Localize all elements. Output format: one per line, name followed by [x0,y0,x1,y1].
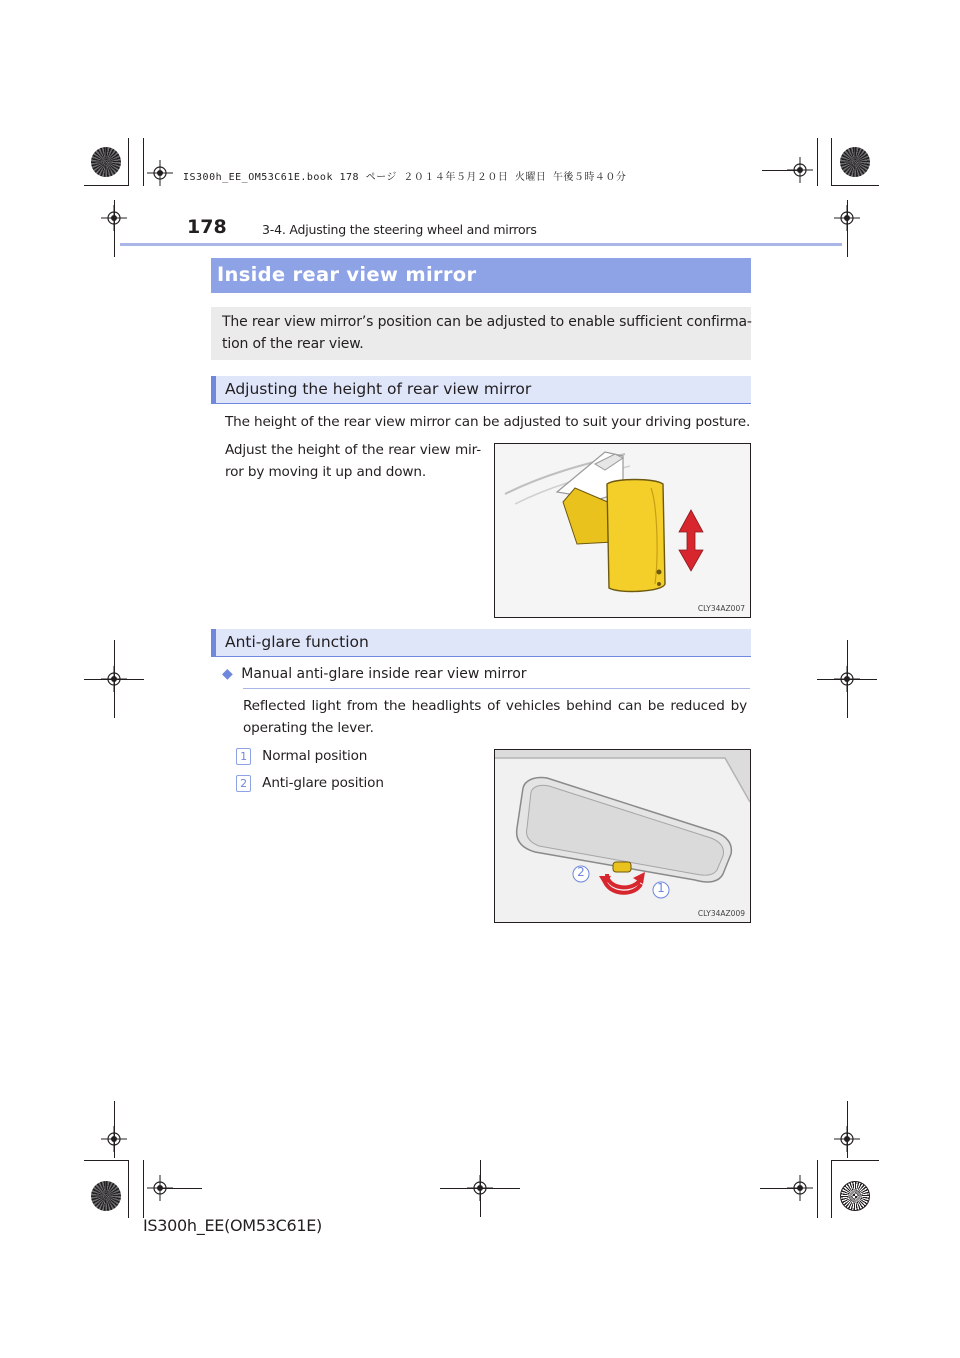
antiglare-description [243,695,747,739]
position-list [236,745,384,799]
diamond-bullet-icon: ◆ [222,666,233,682]
mirror-height-illustration [495,444,750,617]
registration-sunburst-icon [91,147,121,177]
item-label: Anti-glare position [262,775,384,791]
page-number: 178 [187,216,227,238]
subheading-height: Adjusting the height of rear view mirror [211,376,751,404]
list-item [236,745,384,772]
item-label: Normal position [262,748,368,764]
footer-model-code: IS300h_EE(OM53C61E) [143,1216,322,1235]
antiglare-illustration [495,750,750,922]
description-line: Reflected light from the headlights of vehicles behind can be reduced by [243,698,747,714]
book-info-line: IS300h_EE_OM53C61E.book 178 ページ ２０１４年５月２０日 火曜日 午後５時４０分 [183,172,627,183]
figure-code: CLY34AZ007 [697,604,745,613]
rotate-arrow-icon [599,872,645,893]
registration-sunburst-icon [840,1181,870,1211]
crosshair-icon [147,160,173,186]
lever [613,862,631,872]
intro-box [211,307,751,360]
chapter-title: 3-4. Adjusting the steering wheel and mirrors [262,222,537,237]
registration-sunburst-icon [91,1181,121,1211]
up-down-arrow-icon [679,510,703,571]
instruction-line: Adjust the height of the rear view mir- [225,442,481,458]
section-title: Inside rear view mirror [211,258,751,293]
registration-sunburst-icon [840,147,870,177]
figure-antiglare-lever [494,749,751,923]
height-description: The height of the rear view mirror can be adjusted to suit your driving posture. [225,414,751,430]
bullet-rule [243,688,750,689]
instruction-line: ror by moving it up and down. [225,464,426,480]
list-item [236,772,384,799]
height-instruction [225,439,481,483]
callout-2: 2 [577,865,585,879]
description-line: operating the lever. [243,720,374,736]
figure-code: CLY34AZ009 [697,909,745,918]
bullet-label: Manual anti-glare inside rear view mirror [241,666,527,682]
intro-line: tion of the rear view. [222,336,364,352]
callout-1: 1 [657,881,665,895]
number-badge: 1 [236,748,251,765]
figure-mirror-height [494,443,751,618]
subheading-antiglare: Anti-glare function [211,629,751,657]
intro-line: The rear view mirror’s position can be adjusted to enable sufficient confirma- [222,314,752,330]
bullet-manual-antiglare [222,666,527,682]
header-rule [120,243,842,246]
number-badge: 2 [236,775,251,792]
